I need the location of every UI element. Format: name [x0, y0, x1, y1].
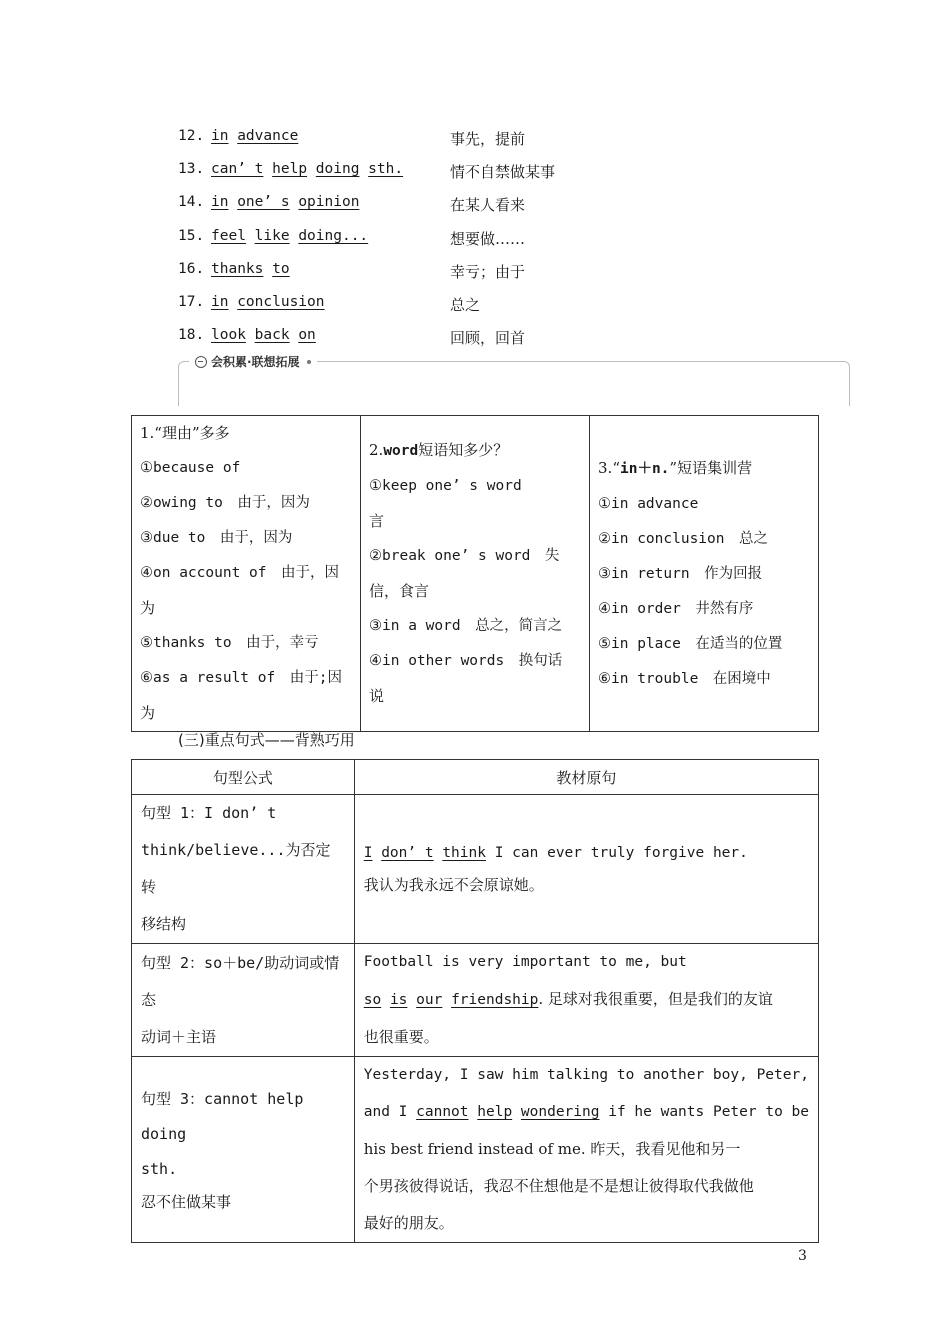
pattern-line: 句型 2：so＋be/助动词或情态 [141, 953, 340, 1009]
underlined-word: cannot [416, 1104, 469, 1120]
example-text: and I [363, 1104, 417, 1120]
underlined-word: I [363, 845, 373, 861]
phrase-chinese: 在某人看来 [450, 196, 526, 214]
phrase-word: can’ t [211, 161, 264, 177]
table-row [132, 944, 819, 1057]
phrase-number: 13. [178, 161, 205, 177]
pattern-line: 忍不住做某事 [141, 1193, 232, 1211]
extension-column-reasons [132, 416, 361, 732]
dot-icon [307, 360, 311, 364]
phrase-english [211, 294, 325, 310]
minus-circle-icon [195, 356, 207, 368]
column-title-number: 3. [598, 458, 613, 477]
phrase-chinese: 回顾，回首 [450, 329, 526, 347]
phrase-number: 17. [178, 294, 205, 310]
phrase-row-17 [0, 294, 950, 318]
example-text: . 足球对我很重要，但是我们的友谊 [538, 990, 773, 1008]
banner-label: 会积累·联想拓展 [211, 355, 300, 369]
phrase-word: in [211, 128, 229, 144]
phrase-number: 18. [178, 327, 205, 343]
phrase-word: like [254, 228, 290, 244]
pattern-cell [132, 795, 355, 944]
phrase-row-15 [0, 228, 950, 252]
list-item: ②owing to 由于，因为 [140, 495, 310, 511]
column-title-keyword: word [383, 443, 419, 459]
list-item: ①keep one’ s word [369, 478, 522, 494]
extension-column-in-noun [590, 416, 819, 732]
phrase-row-16 [0, 261, 950, 285]
phrase-english [211, 128, 298, 144]
section-heading: (三)重点句式——背熟巧用 [178, 731, 355, 749]
phrase-english [211, 228, 368, 244]
phrase-row-12 [0, 128, 950, 152]
column-title-rest: 短语知多少？ [418, 441, 509, 459]
phrase-number: 12. [178, 128, 205, 144]
banner-tag [189, 353, 317, 370]
table-row [132, 795, 819, 944]
list-item: ④in other words 换句话 [369, 653, 563, 669]
column-title-number: 2. [369, 441, 384, 459]
list-item: ①in advance [598, 495, 699, 512]
phrase-row-13 [0, 161, 950, 185]
underlined-word: our [416, 992, 443, 1008]
table-header-row [132, 760, 819, 795]
example-text: I can ever truly forgive her. [485, 845, 748, 861]
example-translation: 我认为我永远不会原谅她。 [363, 876, 544, 894]
phrase-word: in [211, 194, 229, 210]
table-row [132, 1057, 819, 1243]
phrase-english [211, 161, 403, 177]
phrase-word: feel [211, 228, 246, 244]
pattern-line: 动词＋主语 [141, 1027, 217, 1046]
example-line: 最好的朋友。 [363, 1214, 454, 1232]
example-line [364, 837, 809, 869]
column-header: 句型公式 [132, 760, 355, 795]
phrase-extension-table [131, 415, 819, 732]
phrase-word: back [254, 327, 290, 343]
column-title-keyword: in＋n. [619, 460, 670, 477]
list-item: ③due to 由于，因为 [140, 530, 293, 546]
extension-column-word [361, 416, 590, 732]
phrase-english [211, 261, 290, 277]
example-cell [354, 795, 818, 944]
phrase-word: thanks [211, 261, 264, 277]
example-line [364, 1094, 809, 1131]
list-item: ②break one’ s word 失 [369, 548, 560, 564]
phrase-word: opinion [298, 194, 360, 210]
list-item: ④in order 井然有序 [598, 600, 754, 617]
list-item-continuation: 言 [369, 512, 385, 530]
phrase-word: advance [237, 128, 299, 144]
phrase-word: one’ s [237, 194, 290, 210]
column-title [369, 433, 581, 469]
column-title-rest: ”短语集训营 [669, 458, 753, 477]
pattern-cell [132, 944, 355, 1057]
pattern-line: sth. [141, 1160, 178, 1178]
underlined-word: wondering [520, 1104, 600, 1120]
phrase-word: conclusion [237, 294, 325, 310]
underlined-word: friendship [451, 992, 539, 1008]
column-title-open-quote: “ [612, 458, 620, 477]
list-item-continuation: 信，食言 [369, 582, 430, 600]
list-item-continuation: 为 [140, 704, 156, 722]
example-cell [354, 944, 818, 1057]
phrase-word: in [211, 294, 229, 310]
phrase-chinese: 事先，提前 [450, 130, 526, 148]
example-line: 个男孩彼得说话，我忍不住想他是不是想让彼得取代我做他 [363, 1177, 754, 1195]
list-item: ⑤thanks to 由于，幸亏 [140, 635, 319, 651]
pattern-line: 句型 3：cannot help doing [141, 1090, 304, 1143]
example-line: Yesterday, I saw him talking to another boy, Peter, [363, 1067, 809, 1083]
pattern-line: think/believe...为否定转 [141, 841, 331, 896]
example-line: 也很重要。 [363, 1028, 439, 1046]
phrase-number: 15. [178, 228, 205, 244]
list-item: ④on account of 由于，因 [140, 565, 339, 581]
list-item-continuation: 为 [140, 599, 156, 617]
phrase-english [211, 194, 359, 210]
example-line [364, 981, 809, 1019]
underlined-word: so [363, 992, 382, 1008]
phrase-chinese: 情不自禁做某事 [450, 163, 556, 181]
section-banner [178, 355, 850, 406]
list-item: ③in return 作为回报 [598, 565, 763, 582]
phrase-chinese: 幸亏；由于 [450, 263, 526, 281]
pattern-line: 句型 1：I don’ t [141, 804, 277, 822]
phrase-row-18 [0, 327, 950, 351]
phrase-word: doing... [298, 228, 369, 244]
phrase-chinese: 想要做…… [450, 230, 526, 248]
pattern-cell [132, 1057, 355, 1243]
column-title: 1.“理由”多多 [140, 424, 230, 442]
page-number: 3 [798, 1248, 807, 1264]
pattern-line: 移结构 [141, 915, 187, 933]
column-title [598, 451, 810, 487]
list-item: ⑥in trouble 在困境中 [598, 670, 771, 687]
column-header: 教材原句 [354, 760, 818, 795]
list-item: ①because of [140, 460, 241, 476]
underlined-word: is [389, 992, 408, 1008]
example-line: Football is very important to me, but [363, 954, 687, 970]
example-text: if he wants Peter to be [599, 1104, 809, 1120]
phrase-number: 14. [178, 194, 205, 210]
phrase-word: look [211, 327, 246, 343]
sentence-pattern-table [131, 759, 819, 1243]
phrase-number: 16. [178, 261, 205, 277]
phrase-row-14 [0, 194, 950, 218]
phrase-word: to [272, 261, 290, 277]
example-line: his best friend instead of me. 昨天，我看见他和另一 [363, 1140, 741, 1158]
list-item: ③in a word 总之，简言之 [369, 618, 563, 634]
phrase-word: doing [315, 161, 360, 177]
underlined-word: think [442, 845, 486, 861]
phrase-word: sth. [368, 161, 404, 177]
list-item: ⑥as a result of 由于;因 [140, 670, 342, 686]
phrase-chinese: 总之 [450, 296, 481, 314]
phrase-word: help [272, 161, 308, 177]
underlined-word: don’ t [381, 845, 434, 861]
list-item: ⑤in place 在适当的位置 [598, 635, 783, 652]
example-cell [354, 1057, 818, 1243]
list-item: ②in conclusion 总之 [598, 530, 768, 547]
list-item-continuation: 说 [369, 687, 385, 705]
phrase-english [211, 327, 316, 343]
underlined-word: help [477, 1104, 513, 1120]
phrase-word: on [298, 327, 316, 343]
